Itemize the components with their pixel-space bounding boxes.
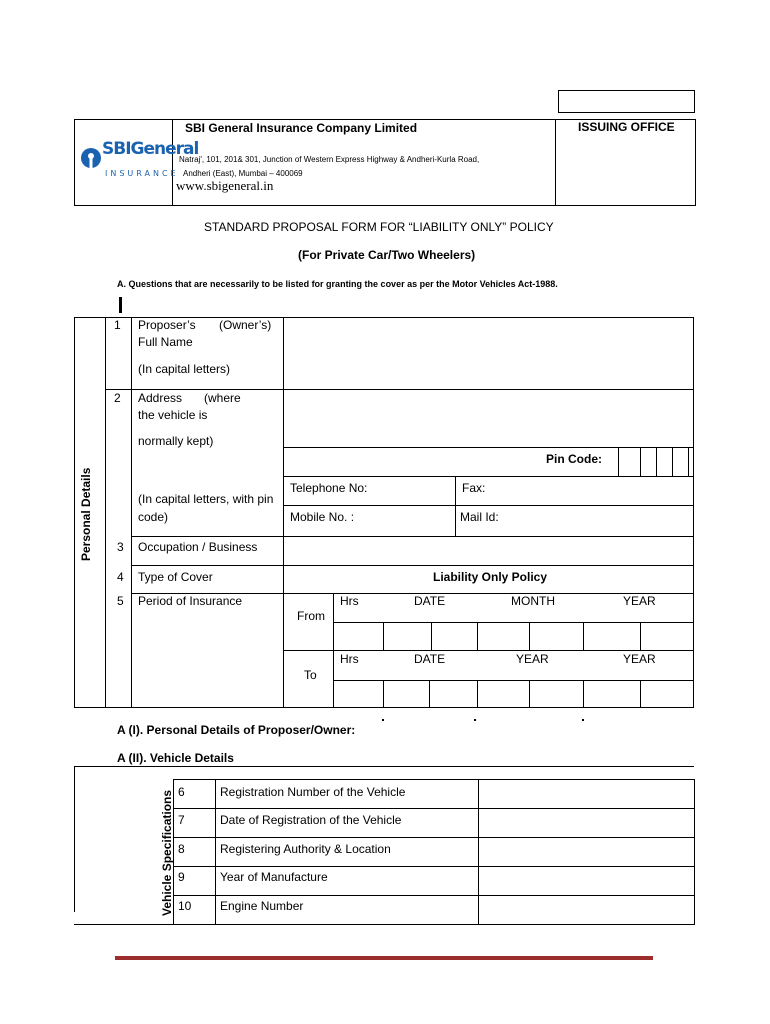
sbi-general-logo	[80, 136, 199, 196]
row2-label-f: code)	[138, 510, 169, 524]
company-address-line1: Natraj', 101, 201& 301, Junction of Western Express Highway & Andheri-Kurla Road,	[179, 155, 480, 164]
address-field[interactable]	[285, 391, 692, 446]
row2-label-b: (where	[204, 391, 241, 405]
vt-right	[694, 779, 695, 924]
logo-tagline: INSURANCE	[105, 169, 179, 178]
vehicle-row10-number: 10	[178, 899, 192, 913]
from-col-hrs: Hrs	[340, 594, 359, 608]
pd-mobile-top	[283, 505, 694, 506]
period-to-label: To	[304, 668, 317, 682]
header-divider-1	[172, 119, 173, 206]
period-to-c4	[529, 680, 530, 707]
period-from-c5	[583, 622, 584, 650]
pd-r1-bottom	[283, 389, 694, 390]
period-from-c4	[529, 622, 530, 650]
header-divider-2	[555, 119, 556, 206]
stray-dot-2	[474, 719, 476, 721]
registration-date-field[interactable]	[480, 810, 693, 836]
type-of-cover-value: Liability Only Policy	[433, 570, 548, 584]
row3-label: Occupation / Business	[138, 540, 258, 554]
vehicle-row7-number: 7	[178, 813, 185, 827]
pd-r3-top	[131, 536, 694, 537]
vehicle-row6-label: Registration Number of the Vehicle	[220, 785, 406, 799]
period-to-c5	[583, 680, 584, 707]
company-name: SBI General Insurance Company Limited	[185, 121, 418, 135]
to-col-date: DATE	[414, 652, 446, 666]
period-col-hrs	[333, 593, 334, 707]
vehicle-specifications-label: Vehicle Specifications	[160, 789, 174, 916]
row4-label: Type of Cover	[138, 570, 213, 584]
to-col-year-1: YEAR	[516, 652, 549, 666]
pd-label-right	[283, 317, 284, 707]
vehicle-row9-label: Year of Manufacture	[220, 870, 328, 884]
row1-label-b: (Owner’s)	[219, 318, 272, 332]
vehicle-row9-number: 9	[178, 870, 185, 884]
row3-number: 3	[117, 540, 124, 554]
mail-id-label: Mail Id:	[460, 510, 499, 524]
row5-label: Period of Insurance	[138, 594, 243, 608]
row2-label-e: (In capital letters, with pin	[138, 492, 274, 506]
period-from-c3	[477, 622, 478, 650]
engine-number-field[interactable]	[480, 897, 693, 923]
reference-number-box[interactable]	[558, 90, 695, 113]
tel-fax-divider	[455, 476, 456, 536]
from-col-month: MONTH	[511, 594, 555, 608]
vt-row10-top	[173, 895, 695, 896]
vehicle-row8-number: 8	[178, 842, 185, 856]
occupation-field[interactable]	[285, 538, 692, 564]
vehicle-row6-number: 6	[178, 785, 185, 799]
pd-left-border	[74, 317, 75, 707]
row2-number: 2	[114, 391, 121, 405]
text-cursor-mark	[119, 297, 122, 313]
logo-wordmark: SBIGeneral	[102, 139, 199, 159]
pd-num-left	[105, 317, 106, 707]
vt-row9-top	[173, 866, 695, 867]
to-col-year-2: YEAR	[623, 652, 656, 666]
row2-label-a: Address	[138, 391, 183, 405]
vehicle-row8-label: Registering Authority & Location	[220, 842, 391, 856]
vt-row6-top	[173, 779, 695, 780]
period-to-c6	[640, 680, 641, 707]
period-from-label: From	[297, 609, 325, 623]
stray-dot-3	[582, 719, 584, 721]
registering-authority-field[interactable]	[480, 839, 693, 865]
row5-number: 5	[117, 594, 124, 608]
vt-label-right	[478, 779, 479, 924]
form-subtitle: (For Private Car/Two Wheelers)	[298, 248, 476, 262]
period-from-c1	[383, 622, 384, 650]
row1-number: 1	[114, 318, 121, 332]
mobile-label: Mobile No. :	[290, 510, 355, 524]
issuing-office-label: ISSUING OFFICE	[578, 120, 675, 134]
pd-bottom	[74, 707, 694, 708]
row1-label-a: Proposer’s	[138, 318, 196, 332]
vt-row7-top	[173, 808, 695, 809]
section-a1-heading: A (I). Personal Details of Proposer/Owner:	[117, 723, 356, 737]
period-to-c2	[429, 680, 430, 707]
stray-dot-1	[382, 719, 384, 721]
row2-label-d: normally kept)	[138, 434, 214, 448]
telephone-label: Telephone No:	[290, 481, 368, 495]
row1-label-d: (In capital letters)	[138, 362, 231, 376]
footer-rule	[115, 956, 653, 960]
pin-code-label: Pin Code:	[546, 452, 602, 466]
vt-row8-top	[173, 837, 695, 838]
vt-left	[74, 766, 75, 912]
company-address-line2: Andheri (East), Mumbai – 400069	[183, 169, 303, 178]
pd-tel-top	[283, 476, 694, 477]
pin-code-field[interactable]	[619, 448, 693, 476]
company-website: www.sbigeneral.in	[176, 178, 274, 193]
row4-number: 4	[117, 570, 124, 584]
to-col-hrs: Hrs	[340, 652, 359, 666]
row1-label-c: Full Name	[138, 335, 193, 349]
vt-top	[74, 766, 694, 767]
sbi-keyhole-logo-icon	[80, 138, 102, 178]
period-from-c2	[431, 622, 432, 650]
section-a-heading: A. Questions that are necessarily to be listed for granting the cover as per the Motor Vehicles Act-1988.	[117, 279, 558, 289]
section-a2-heading: A (II). Vehicle Details	[117, 751, 234, 765]
from-col-date: DATE	[414, 594, 446, 608]
vehicle-row7-label: Date of Registration of the Vehicle	[220, 813, 402, 827]
pd-right-border	[693, 317, 694, 707]
period-to-c3	[477, 680, 478, 707]
form-title: STANDARD PROPOSAL FORM FOR “LIABILITY ONLY” POLICY	[204, 220, 554, 234]
fax-label: Fax:	[462, 481, 486, 495]
pd-from-bottom	[283, 650, 694, 651]
vt-num-right	[215, 779, 216, 924]
row2-label-c: the vehicle is	[138, 408, 208, 422]
from-col-year: YEAR	[623, 594, 656, 608]
year-of-manufacture-field[interactable]	[480, 868, 693, 894]
vehicle-row10-label: Engine Number	[220, 899, 304, 913]
pd-r1-sep	[105, 389, 283, 390]
vt-bottom	[74, 924, 695, 925]
proposer-full-name-field[interactable]	[285, 319, 692, 388]
period-from-c6	[640, 622, 641, 650]
period-to-c1	[383, 680, 384, 707]
pd-num-right	[131, 317, 132, 707]
registration-number-field[interactable]	[480, 781, 693, 807]
personal-details-label: Personal Details	[79, 467, 93, 561]
pd-r4-top	[131, 565, 694, 566]
